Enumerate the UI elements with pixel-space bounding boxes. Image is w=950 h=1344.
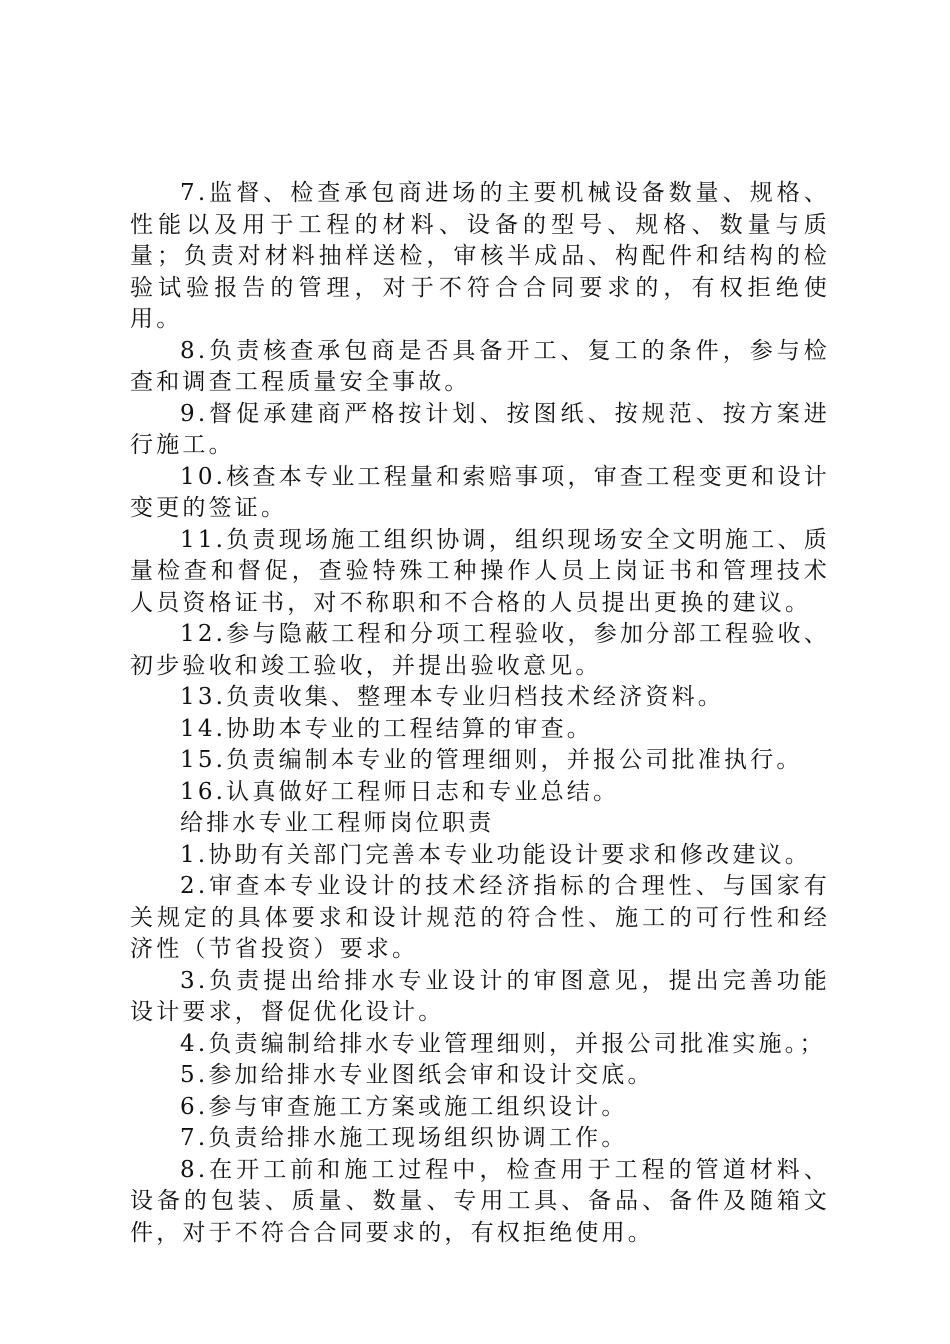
duty-item-8: 8.在开工前和施工过程中，检查用于工程的管道材料、设备的包装、质量、数量、专用工具、备品、备件及随箱文件，对于不符合合同要求的，有权拒绝使用。 xyxy=(130,1156,830,1246)
paragraph-item-7: 7.监督、检查承包商进场的主要机械设备数量、规格、性能以及用于工程的材料、设备的型号、规格、数量与质量；负责对材料抽样送检，审核半成品、构配件和结构的检验试验报告的管理，对于不符合合同要求的，有权拒绝使用。 xyxy=(130,180,830,332)
paragraph-item-14: 14.协助本专业的工程结算的审查。 xyxy=(180,715,593,742)
duty-item-7: 7.负责给排水施工现场组织协调工作。 xyxy=(180,1125,628,1151)
duty-item-2: 2.审查本专业设计的技术经济指标的合理性、与国家有关规定的具体要求和设计规范的符合性、施工的可行性和经济性（节省投资）要求。 xyxy=(130,873,830,962)
duty-item-5: 5.参加给排水专业图纸会审和设计交底。 xyxy=(180,1062,654,1088)
duty-item-3: 3.负责提出给排水专业设计的审图意见，提出完善功能设计要求，督促优化设计。 xyxy=(130,967,830,1025)
paragraph-item-10: 10.核查本专业工程量和索赔事项，审查工程变更和设计变更的签证。 xyxy=(130,463,830,521)
duty-item-1: 1.协助有关部门完善本专业功能设计要求和修改建议。 xyxy=(180,841,811,868)
paragraph-item-16: 16.认真做好工程师日志和专业总结。 xyxy=(180,778,620,805)
paragraph-item-8: 8.负责核查承包商是否具备开工、复工的条件，参与检查和调查工程质量安全事故。 xyxy=(130,337,830,395)
document-body xyxy=(130,178,830,1249)
section-heading: 给排水专业工程师岗位职责 xyxy=(180,810,495,836)
paragraph-item-9: 9.督促承建商严格按计划、按图纸、按规范、按方案进行施工。 xyxy=(130,400,830,458)
paragraph-item-11: 11.负责现场施工组织协调，组织现场安全文明施工、质量检查和督促，查验特殊工种操作人员上岗证书和管理技术人员资格证书，对不称职和不合格的人员提出更换的建议。 xyxy=(130,526,830,616)
paragraph-item-12: 12.参与隐蔽工程和分项工程验收，参加分部工程验收、初步验收和竣工验收，并提出验收意见。 xyxy=(130,621,830,679)
duty-item-6: 6.参与审查施工方案或施工组织设计。 xyxy=(180,1093,628,1120)
paragraph-item-15: 15.负责编制本专业的管理细则，并报公司批准执行。 xyxy=(180,747,803,773)
paragraph-item-13: 13.负责收集、整理本专业归档技术经济资料。 xyxy=(180,684,724,710)
duty-item-4: 4.负责编制给排水专业管理细则，并报公司批准实施。； xyxy=(180,1030,826,1057)
